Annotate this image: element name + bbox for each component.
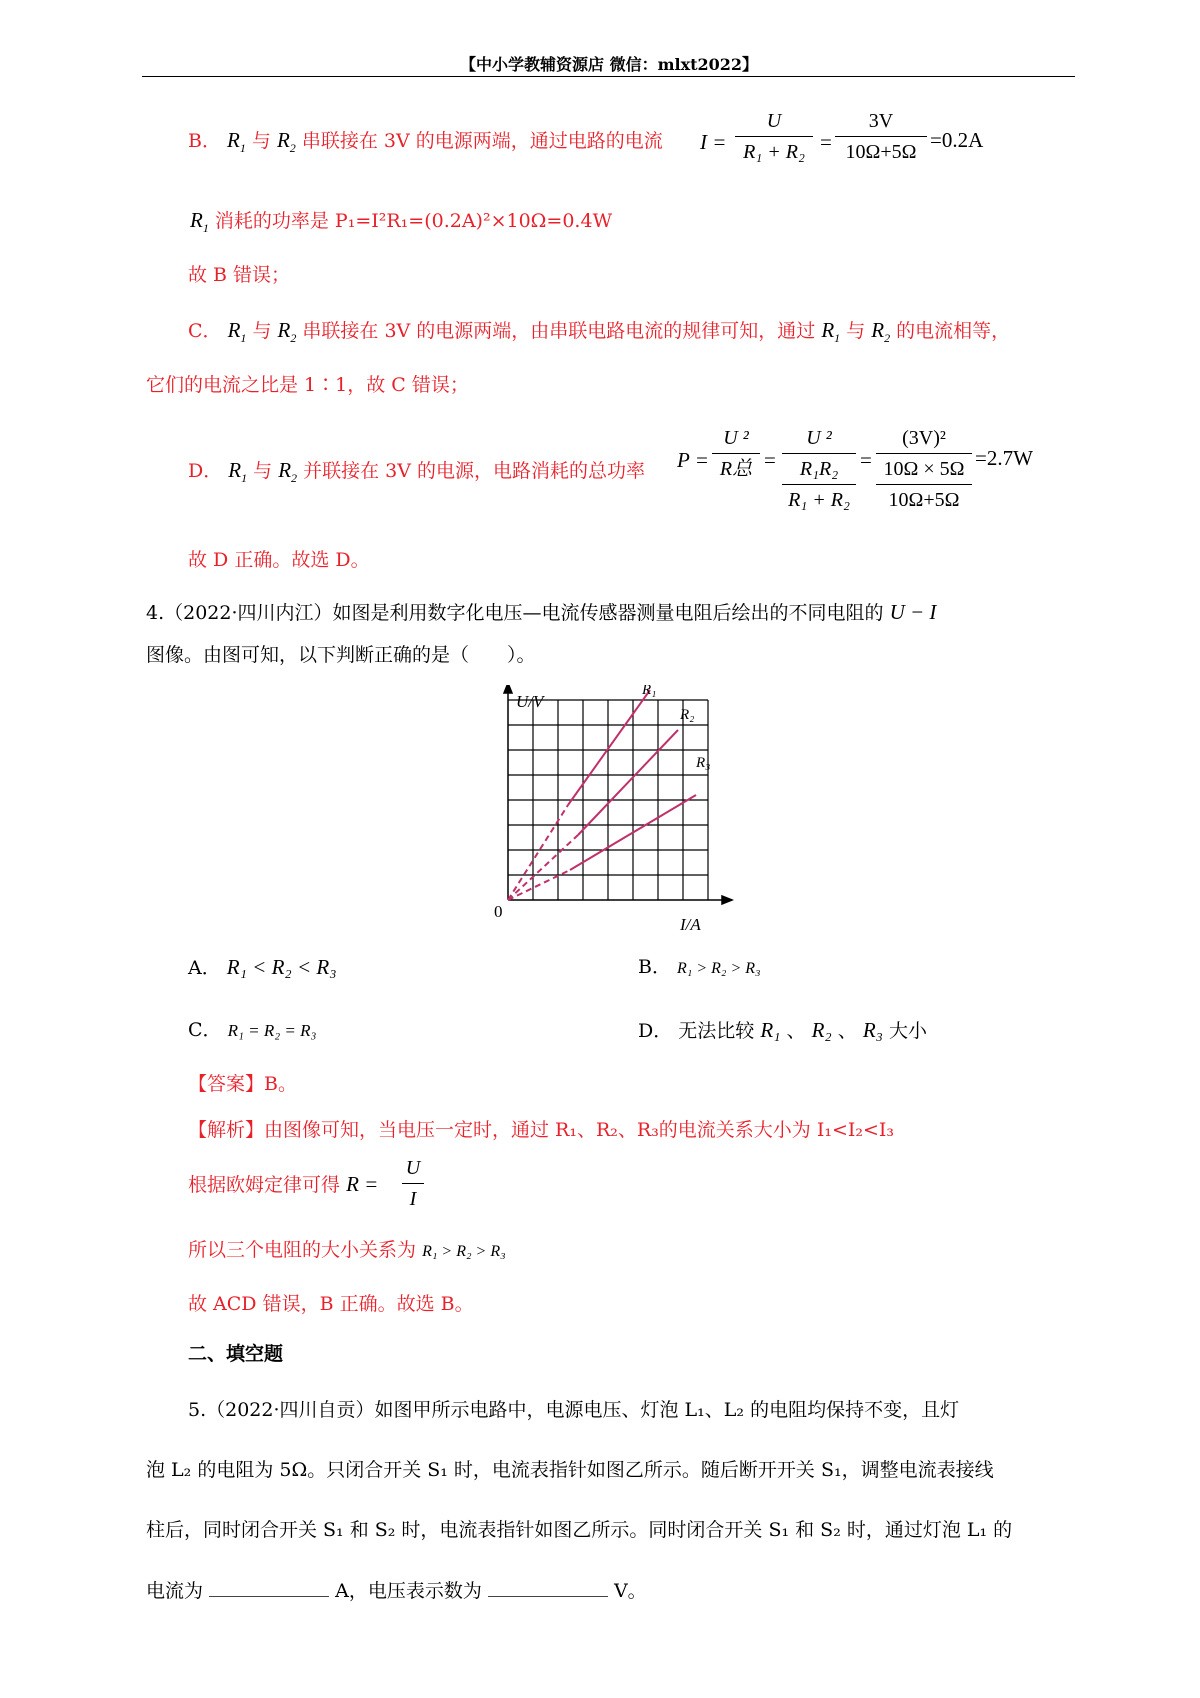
solution-b-conclusion: 故 B 错误； bbox=[188, 264, 291, 286]
r2-symbol: $R_2$ bbox=[276, 128, 296, 156]
option-math: R₁ bbox=[760, 1018, 781, 1042]
question-4-stem-line1 bbox=[146, 600, 936, 625]
fraction-u-over-r bbox=[735, 108, 813, 165]
option-label: C． bbox=[188, 1019, 222, 1041]
r2-symbol: $R_2$ bbox=[278, 458, 298, 486]
analysis-line3 bbox=[188, 1238, 506, 1264]
inner-numerator: 10Ω × 5Ω bbox=[883, 458, 965, 480]
comparison-math: R₁ > R₂ > R₃ bbox=[422, 1243, 506, 1260]
question-5-line4 bbox=[146, 1578, 647, 1603]
option-c[interactable] bbox=[188, 1018, 316, 1043]
separator: 、 bbox=[786, 1020, 806, 1042]
denominator: I bbox=[409, 1188, 417, 1210]
option-label: B． bbox=[638, 956, 671, 978]
graph-r1-label: R₁ bbox=[642, 685, 657, 698]
power-result: =2.7W bbox=[975, 446, 1033, 470]
current-answer-blank[interactable] bbox=[209, 1578, 329, 1597]
solution-d-line bbox=[188, 458, 645, 490]
r1-symbol: $R_1$ bbox=[228, 458, 248, 486]
r1-symbol: $R_1$ bbox=[190, 208, 209, 236]
fraction-u2-over-rtotal bbox=[712, 425, 760, 482]
page-header: 【中小学教辅资源店 微信：mlxt2022】 bbox=[460, 55, 759, 74]
question-4-stem-line2: 图像。由图可知，以下判断正确的是（ ）。 bbox=[146, 644, 536, 666]
denominator: R总 bbox=[719, 458, 753, 480]
text-segment: 串联接在 3V 的电源两端，由串联电路电流的规律可知，通过 bbox=[302, 320, 816, 342]
answer-line: 【答案】B。 bbox=[188, 1073, 297, 1095]
equals-sign: = bbox=[860, 448, 872, 472]
text-segment: V。 bbox=[613, 1580, 647, 1602]
fraction-u-over-i bbox=[402, 1155, 424, 1212]
text-segment: A，电压表示数为 bbox=[335, 1580, 482, 1602]
option-math: R₁ = R₂ = R₃ bbox=[227, 1021, 317, 1040]
option-label: D． bbox=[638, 1020, 673, 1042]
graph-r2-label: R₂ bbox=[680, 707, 695, 723]
solution-c-line2: 它们的电流之比是 1∶1，故 C 错误； bbox=[146, 374, 469, 396]
r1-line bbox=[568, 690, 650, 805]
power-symbol: P = bbox=[677, 448, 709, 472]
text-segment: 消耗的功率是 P₁=I²R₁=(0.2A)²×10Ω=0.4W bbox=[214, 210, 613, 232]
analysis-line1: 【解析】由图像可知，当电压一定时，通过 R₁、R₂、R₃的电流关系大小为 I₁<I₂<I₃ bbox=[188, 1119, 895, 1141]
numerator: (3V)² bbox=[902, 427, 946, 449]
current-symbol: I = bbox=[700, 130, 727, 154]
inner-denominator: R₁ + R₂ bbox=[788, 489, 850, 511]
text-segment: 所以三个电阻的大小关系为 bbox=[188, 1239, 417, 1261]
ui-graph bbox=[480, 685, 760, 935]
numerator: U ² bbox=[806, 427, 832, 449]
solution-d-conclusion: 故 D 正确。故选 D。 bbox=[188, 549, 370, 571]
solution-b-power bbox=[190, 208, 612, 240]
r2-line bbox=[578, 730, 678, 835]
text-segment: 根据欧姆定律可得 bbox=[188, 1174, 341, 1196]
option-b[interactable] bbox=[638, 955, 761, 981]
option-text: 大小 bbox=[889, 1020, 928, 1042]
text-segment: 电流为 bbox=[146, 1580, 204, 1602]
analysis-line2 bbox=[188, 1172, 378, 1197]
equals-sign: = bbox=[820, 130, 832, 154]
ui-symbol: U − I bbox=[889, 600, 937, 624]
solution-b-line bbox=[188, 128, 663, 160]
graph-r3-label: R₃ bbox=[696, 755, 711, 771]
inner-denominator: 10Ω+5Ω bbox=[888, 489, 960, 511]
r1-symbol: $R_1$ bbox=[821, 318, 841, 346]
current-result: =0.2A bbox=[930, 128, 984, 152]
denominator: R₁ + R₂ bbox=[743, 141, 805, 163]
question-text: 4.（2022·四川内江）如图是利用数字化电压—电流传感器测量电阻后绘出的不同电阻的 bbox=[146, 602, 884, 624]
analysis-line4: 故 ACD 错误，B 正确。故选 B。 bbox=[188, 1293, 474, 1315]
r1-symbol: $R_1$ bbox=[227, 128, 246, 156]
fraction-numeric bbox=[876, 425, 972, 513]
ohm-lhs: R = bbox=[346, 1172, 379, 1196]
numerator: 3V bbox=[868, 110, 894, 132]
text-segment: 并联接在 3V 的电源，电路消耗的总功率 bbox=[303, 460, 645, 482]
option-text: 无法比较 bbox=[678, 1020, 755, 1042]
text-segment: 的电流相等， bbox=[896, 320, 1011, 342]
option-label: D． bbox=[188, 460, 223, 482]
text-segment: 与 bbox=[253, 460, 273, 482]
text-segment: 串联接在 3V 的电源两端，通过电路的电流 bbox=[301, 130, 663, 152]
r2-symbol: $R_2$ bbox=[277, 318, 297, 346]
option-a[interactable] bbox=[188, 955, 337, 980]
option-label: B． bbox=[188, 130, 221, 152]
question-5-line1: 5.（2022·四川自贡）如图甲所示电路中，电源电压、灯泡 L₁、L₂ 的电阻均保持不变，且灯 bbox=[188, 1399, 960, 1421]
numerator: U ² bbox=[723, 427, 749, 449]
option-math: R₂ bbox=[811, 1018, 832, 1042]
option-d[interactable] bbox=[638, 1018, 927, 1043]
question-5-line3: 柱后，同时闭合开关 S₁ 和 S₂ 时，电流表指针如图乙所示。同时闭合开关 S₁ 和 S₂ 时，通过灯泡 L₁ 的 bbox=[146, 1519, 1013, 1541]
option-math: R₃ bbox=[862, 1018, 883, 1042]
graph-origin: 0 bbox=[494, 902, 503, 921]
option-math: R₁ > R₂ > R₃ bbox=[677, 960, 761, 977]
r2-symbol: $R_2$ bbox=[871, 318, 891, 346]
numerator: U bbox=[766, 110, 782, 132]
graph-xlabel: I/A bbox=[680, 915, 701, 934]
voltage-answer-blank[interactable] bbox=[488, 1578, 608, 1597]
numerator: U bbox=[405, 1157, 421, 1179]
option-label: A． bbox=[188, 957, 221, 979]
fraction-3v-over-15 bbox=[835, 108, 927, 165]
separator: 、 bbox=[837, 1020, 857, 1042]
equals-sign: = bbox=[764, 448, 776, 472]
graph-ylabel: U/V bbox=[516, 692, 544, 711]
r1-symbol: $R_1$ bbox=[227, 318, 247, 346]
text-segment: 与 bbox=[252, 320, 272, 342]
fraction-u2-over-parallel bbox=[782, 425, 856, 513]
text-segment: 与 bbox=[846, 320, 866, 342]
denominator: 10Ω+5Ω bbox=[845, 141, 917, 163]
inner-numerator: R₁R₂ bbox=[799, 458, 839, 480]
text-segment: 与 bbox=[251, 130, 271, 152]
option-label: C． bbox=[188, 320, 222, 342]
header-rule bbox=[142, 76, 1075, 77]
section-title: 二、填空题 bbox=[188, 1343, 284, 1365]
solution-c-line bbox=[188, 318, 1010, 350]
option-math: R₁ < R₂ < R₃ bbox=[226, 955, 337, 979]
question-5-line2: 泡 L₂ 的电阻为 5Ω。只闭合开关 S₁ 时，电流表指针如图乙所示。随后断开开关 S₁，调整电流表接线 bbox=[146, 1459, 994, 1481]
